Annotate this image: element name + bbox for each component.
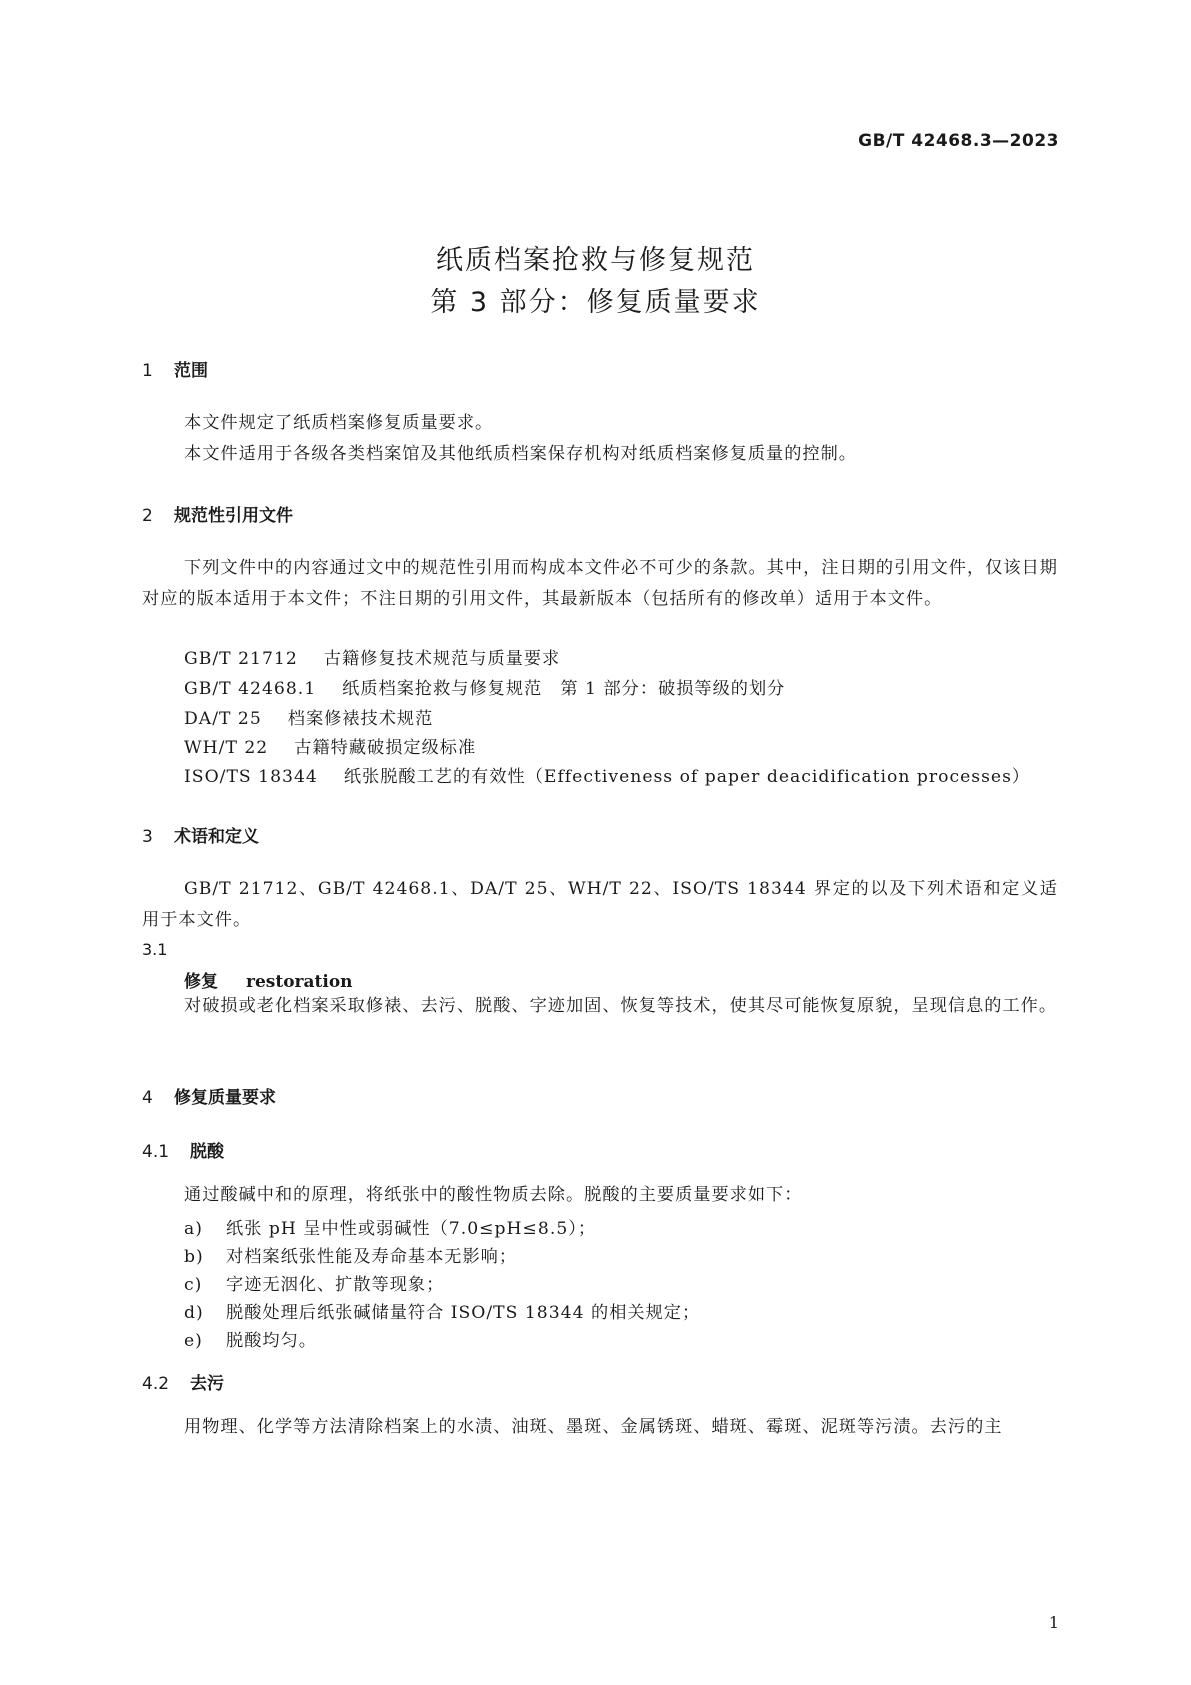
section-title: 范围: [174, 361, 208, 381]
list-text: 纸张 pH 呈中性或弱碱性（7.0≤pH≤8.5）；: [226, 1219, 597, 1239]
subsection-title: 脱酸: [190, 1142, 224, 1162]
list-item: [184, 1326, 317, 1351]
list-text: 脱酸处理后纸张碱储量符合 ISO/TS 18344 的相关规定；: [226, 1303, 701, 1323]
paragraph: 本文件适用于各级各类档案馆及其他纸质档案保存机构对纸质档案修复质量的控制。: [184, 444, 857, 464]
reference-title: 纸张脱酸工艺的有效性（Effectiveness of paper deacidification processes）: [343, 767, 1031, 787]
paragraph: 下列文件中的内容通过文中的规范性引用而构成本文件必不可少的条款。其中，注日期的引用文件，仅该日期对应的版本适用于本文件；不注日期的引用文件，其最新版本（包括所有的修改单）适用于本文件。: [142, 558, 1058, 609]
section-title: 修复质量要求: [174, 1088, 276, 1108]
section-2-heading: [142, 501, 293, 526]
reference-item: [184, 674, 785, 705]
section-number: 4: [142, 1088, 153, 1108]
section-title: 术语和定义: [174, 827, 259, 847]
section-title: 规范性引用文件: [174, 506, 293, 526]
term-entry: [184, 967, 353, 992]
section-4-heading: [142, 1083, 276, 1108]
list-item: [184, 1298, 700, 1323]
standard-number: GB/T 42468.3—2023: [858, 131, 1059, 151]
reference-code: GB/T 21712: [184, 649, 298, 669]
reference-title: 档案修裱技术规范: [287, 709, 434, 729]
section-1-heading: [142, 356, 208, 381]
reference-code: GB/T 42468.1: [184, 679, 317, 699]
list-label: d): [184, 1303, 204, 1323]
reference-code: DA/T 25: [184, 709, 262, 729]
reference-title: 古籍特藏破损定级标准: [294, 738, 477, 758]
section-number: 3: [142, 827, 153, 847]
list-label: b): [184, 1247, 204, 1267]
reference-title: 古籍修复技术规范与质量要求: [323, 649, 561, 669]
section-number: 2: [142, 506, 153, 526]
section-number: 1: [142, 361, 153, 381]
term-number: 3.1: [142, 940, 168, 959]
list-label: a): [184, 1219, 203, 1239]
reference-code: ISO/TS 18344: [184, 767, 318, 787]
subsection-title: 去污: [190, 1374, 224, 1394]
list-text: 对档案纸张性能及寿命基本无影响；: [226, 1247, 518, 1267]
paragraph: 通过酸碱中和的原理，将纸张中的酸性物质去除。脱酸的主要质量要求如下：: [184, 1185, 803, 1205]
subsection-4-2-heading: [142, 1369, 224, 1394]
term-chinese: 修复: [184, 972, 218, 992]
reference-code: WH/T 22: [184, 738, 269, 758]
reference-item: [184, 733, 476, 764]
paragraph: 用物理、化学等方法清除档案上的水渍、油斑、墨斑、金属锈斑、蜡斑、霉斑、泥斑等污渍。去污的主: [184, 1417, 1003, 1437]
list-text: 字迹无洇化、扩散等现象；: [226, 1275, 445, 1295]
list-item: [184, 1214, 596, 1239]
list-label: c): [184, 1275, 203, 1295]
term-english: restoration: [246, 972, 353, 992]
section-3-heading: [142, 822, 259, 847]
title-line-1: 纸质档案抢救与修复规范: [436, 245, 755, 276]
document-title: [0, 240, 1191, 324]
list-item: [184, 1270, 444, 1295]
term-definition: 对破损或老化档案采取修裱、去污、脱酸、字迹加固、恢复等技术，使其尽可能恢复原貌，呈现信息的工作。: [184, 996, 1058, 1016]
paragraph: GB/T 21712、GB/T 42468.1、DA/T 25、WH/T 22、ISO/TS 18344 界定的以及下列术语和定义适用于本文件。: [142, 879, 1058, 930]
list-item: [184, 1242, 517, 1267]
title-line-2: 第 3 部分：修复质量要求: [430, 287, 761, 318]
list-label: e): [184, 1331, 203, 1351]
page-number: 1: [1048, 1613, 1059, 1632]
list-text: 脱酸均匀。: [226, 1331, 317, 1351]
subsection-number: 4.2: [142, 1374, 170, 1394]
paragraph: 本文件规定了纸质档案修复质量要求。: [184, 413, 494, 433]
reference-item: [184, 762, 1030, 793]
reference-title: 纸质档案抢救与修复规范 第 1 部分：破损等级的划分: [342, 679, 786, 699]
reference-item: [184, 644, 560, 675]
subsection-number: 4.1: [142, 1142, 170, 1162]
reference-item: [184, 704, 433, 735]
subsection-4-1-heading: [142, 1137, 224, 1162]
